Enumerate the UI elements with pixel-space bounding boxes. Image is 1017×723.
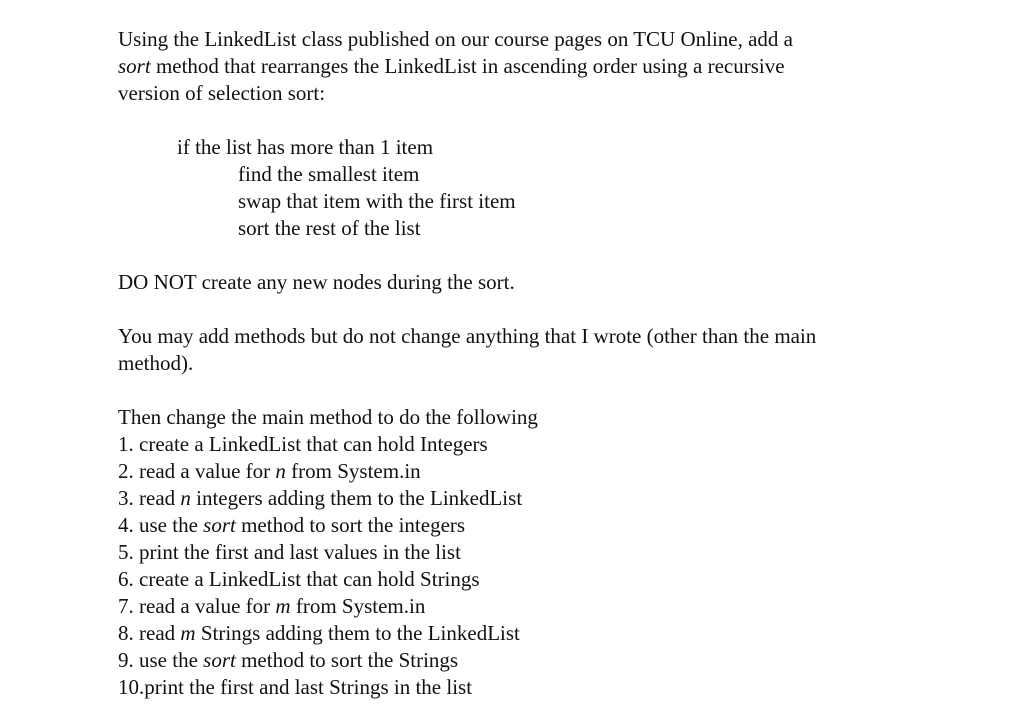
instruction-emphasis: n [275, 459, 286, 483]
assignment-document [118, 26, 998, 701]
intro-paragraph [118, 26, 998, 107]
instruction-item [118, 647, 998, 674]
instruction-number: 9. [118, 648, 134, 672]
instruction-number: 10. [118, 675, 145, 699]
instruction-emphasis: m [180, 621, 196, 645]
instruction-text-end: from System.in [285, 459, 421, 483]
selection-sort-pseudocode [118, 134, 998, 242]
instruction-number: 7. [118, 594, 134, 618]
instruction-number: 5. [118, 540, 134, 564]
instruction-text: print the first and last Strings in the list [144, 675, 473, 699]
instruction-item [118, 539, 998, 566]
instruction-number: 3. [118, 486, 134, 510]
instruction-number: 4. [118, 513, 134, 537]
instruction-item [118, 566, 998, 593]
pseudocode-step: swap that item with the first item [238, 189, 516, 213]
intro-line-1: Using the LinkedList class published on our course pages on TCU Online, add a [118, 27, 793, 51]
intro-line-3: version of selection sort: [118, 81, 326, 105]
instruction-text-end: Strings adding them to the LinkedList [195, 621, 520, 645]
instruction-number: 8. [118, 621, 134, 645]
no-new-nodes-rule: DO NOT create any new nodes during the sort. [118, 270, 515, 294]
instruction-item [118, 620, 998, 647]
instruction-text-end: integers adding them to the LinkedList [190, 486, 523, 510]
instruction-emphasis: sort [203, 648, 236, 672]
instruction-text: read a value for [139, 459, 276, 483]
instruction-item [118, 674, 998, 701]
pseudocode-condition: if the list has more than 1 item [177, 135, 434, 159]
instruction-text: use the [139, 648, 204, 672]
methods-rule-line-1: You may add methods but do not change anything that I wrote (other than the main [118, 324, 817, 348]
sort-method-name: sort [118, 54, 151, 78]
instruction-item [118, 593, 998, 620]
instruction-item [118, 485, 998, 512]
instruction-number: 1. [118, 432, 134, 456]
pseudocode-step: find the smallest item [238, 162, 420, 186]
instruction-emphasis: m [275, 594, 291, 618]
intro-line-2 [118, 53, 998, 80]
instruction-text: create a LinkedList that can hold Integers [139, 432, 488, 456]
instruction-text: read a value for [139, 594, 276, 618]
instruction-text: use the [139, 513, 204, 537]
instruction-item [118, 431, 998, 458]
main-method-instructions [118, 404, 998, 701]
instruction-text-end: method to sort the integers [235, 513, 466, 537]
instruction-number: 6. [118, 567, 134, 591]
instructions-heading: Then change the main method to do the following [118, 405, 538, 429]
instruction-emphasis: sort [203, 513, 236, 537]
methods-rule-line-2: method). [118, 351, 194, 375]
instruction-text: read [139, 486, 181, 510]
methods-rule-paragraph [118, 323, 998, 377]
instruction-emphasis: n [180, 486, 191, 510]
instruction-text: read [139, 621, 181, 645]
instruction-text: print the first and last values in the list [139, 540, 461, 564]
instruction-text-end: from System.in [290, 594, 426, 618]
intro-line-2-text: method that rearranges the LinkedList in ascending order using a recursive [150, 54, 785, 78]
instruction-text: create a LinkedList that can hold Strings [139, 567, 480, 591]
instruction-text-end: method to sort the Strings [235, 648, 459, 672]
instruction-item [118, 458, 998, 485]
instruction-number: 2. [118, 459, 134, 483]
instruction-item [118, 512, 998, 539]
instruction-list [118, 431, 998, 701]
pseudocode-step: sort the rest of the list [238, 216, 421, 240]
